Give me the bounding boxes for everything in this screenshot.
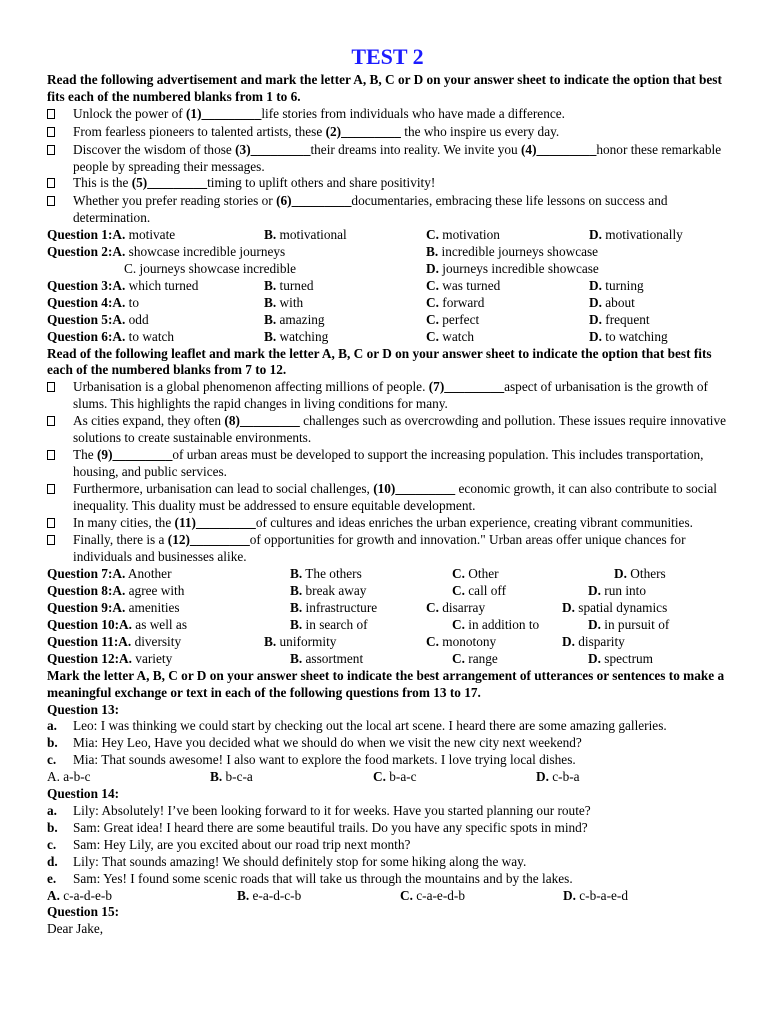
blank-8: (8)_________ xyxy=(224,413,300,429)
blank-10: (10)_________ xyxy=(373,480,456,496)
checkbox-icon xyxy=(47,413,73,447)
blank-4: (4)_________ xyxy=(521,141,597,157)
question-13-label: Question 13: xyxy=(47,701,120,717)
question-10: Question 10:A. as well as B. in search of C. in addition to D. in pursuit of xyxy=(47,617,670,632)
bullet-11: In many cities, the (11)_________of cultures and ideas enriches the urban experience, creating vibrant communities. xyxy=(47,515,728,533)
checkbox-icon xyxy=(47,532,73,566)
q13-line-b: b. Mia: Hey Leo, Have you decided what we should do when we visit the new city next weekend? xyxy=(47,735,582,751)
question-2-cd: C. journeys showcase incredible D. journeys incredible showcase xyxy=(124,260,599,276)
blank-3: (3)_________ xyxy=(235,141,311,157)
checkbox-icon xyxy=(47,106,73,124)
question-1: Question 1:A. motivate B. motivational C. motivation D. motivationally xyxy=(47,227,683,243)
question-7: Question 7:A. Another B. The others C. Other D. Others xyxy=(47,566,666,582)
blank-7: (7)_________ xyxy=(428,379,505,395)
question-4: Question 4:A. to B. with C. forward D. about xyxy=(47,294,635,310)
bullet-12: Finally, there is a (12)_________of opportunities for growth and innovation." Urban areas offer unique chances for individuals and businesses alike. xyxy=(47,532,728,566)
question-15-label: Question 15: xyxy=(47,904,120,920)
section1-instruction: Read the following advertisement and mark the letter A, B, C or D on your answer sheet to indicate the option that best fits each of the numbered blanks from 1 to 6. xyxy=(47,72,722,104)
blank-2: (2)_________ xyxy=(325,123,401,139)
checkbox-icon xyxy=(47,193,73,227)
bullet-4: This is the (5)_________timing to uplift others and share positivity! xyxy=(47,175,728,193)
blank-6: (6)_________ xyxy=(276,193,352,209)
bullet-2: From fearless pioneers to talented artists, these (2)_________ the who inspire us every day. xyxy=(47,124,728,142)
q14-line-c: c. Sam: Hey Lily, are you excited about our road trip next month? xyxy=(47,836,411,852)
q14-line-d: d. Lily: That sounds amazing! We should definitely stop for some hiking along the way. xyxy=(47,853,527,869)
q14-line-b: b. Sam: Great idea! I heard there are some beautiful trails. Do you have any specific spots in mind? xyxy=(47,819,588,835)
question-2: Question 2:A. showcase incredible journeys B. incredible journeys showcase xyxy=(47,244,599,260)
question-8: Question 8:A. agree with B. break away C. call off D. run into xyxy=(47,583,647,599)
checkbox-icon xyxy=(47,515,73,533)
question-12: Question 12:A. variety B. assortment C. range D. spectrum xyxy=(47,650,654,666)
question-14-label: Question 14: xyxy=(47,786,120,802)
checkbox-icon xyxy=(47,142,73,176)
bullet-7: Urbanisation is a global phenomenon affecting millions of people. (7)_________aspect of urbanisation is the growth of slums. This highlights the rapid changes in living conditions for many. xyxy=(47,379,728,413)
q14-line-a: a. Lily: Absolutely! I’ve been looking forward to it for weeks. Have you started planning our route? xyxy=(47,802,591,818)
bullet-9: The (9)_________of urban areas must be developed to support the increasing population. This includes transportation, housing, and public services. xyxy=(47,447,728,481)
q14-line-e: e. Sam: Yes! I found some scenic roads that will take us through the mountains and by the lakes. xyxy=(47,870,573,886)
question-3: Question 3:A. which turned B. turned C. was turned D. turning xyxy=(47,277,644,293)
checkbox-icon xyxy=(47,447,73,481)
blank-11: (11)_________ xyxy=(174,514,256,530)
question-9: Question 9:A. amenities B. infrastructure C. disarray D. spatial dynamics xyxy=(47,600,668,616)
checkbox-icon xyxy=(47,379,73,413)
q13-line-c: c. Mia: That sounds awesome! I also want to explore the food markets. I love trying local dishes. xyxy=(47,752,576,768)
blank-5: (5)_________ xyxy=(131,175,208,191)
bullet-3: Discover the wisdom of those (3)_________their dreams into reality. We invite you (4)_________honor these remarkable people by spreading their messages. xyxy=(47,142,728,176)
section2-instruction: Read of the following leaflet and mark the letter A, B, C or D on your answer sheet to indicate the option that best fits each of the numbered blanks from 7 to 12. xyxy=(47,345,712,378)
bullet-10: Furthermore, urbanisation can lead to social challenges, (10)_________ economic growth, it can also contribute to social inequality. This duality must be addressed to ensure equitable development. xyxy=(47,481,728,515)
question-14-options: A. c-a-d-e-b B. e-a-d-c-b C. c-a-e-d-b D. c-b-a-e-d xyxy=(47,887,628,903)
bullet-8: As cities expand, they often (8)_________ challenges such as overcrowding and pollution. These issues require innovative solutions to create sustainable environments. xyxy=(47,413,728,447)
section3-instruction: Mark the letter A, B, C or D on your answer sheet to indicate the best arrangement of utterances or sentences to make a meaningful exchange or text in each of the following questions from 13 to 17. xyxy=(47,667,725,700)
letter-salutation: Dear Jake, xyxy=(47,921,104,937)
blank-12: (12)_________ xyxy=(167,532,250,548)
question-5: Question 5:A. odd B. amazing C. perfect D. frequent xyxy=(47,311,650,327)
bullet-1: Unlock the power of (1)_________life stories from individuals who have made a difference. xyxy=(47,106,728,124)
checkbox-icon xyxy=(47,481,73,515)
question-6: Question 6:A. to watch B. watching C. watch D. to watching xyxy=(47,328,668,344)
bullet-5: Whether you prefer reading stories or (6)_________documentaries, embracing these life lessons on success and determination. xyxy=(47,193,728,227)
q13-line-a: a. Leo: I was thinking we could start by checking out the local art scene. I heard there are some amazing galleries. xyxy=(47,718,667,734)
checkbox-icon xyxy=(47,124,73,142)
checkbox-icon xyxy=(47,175,73,193)
blank-1: (1)_________ xyxy=(186,105,262,121)
question-11: Question 11:A. diversity B. uniformity C. monotony D. disparity xyxy=(47,633,625,649)
blank-9: (9)_________ xyxy=(97,446,173,462)
question-13-options: A. a-b-c B. b-c-a C. b-a-c D. c-b-a xyxy=(47,769,580,785)
page-title: TEST 2 xyxy=(351,44,424,69)
